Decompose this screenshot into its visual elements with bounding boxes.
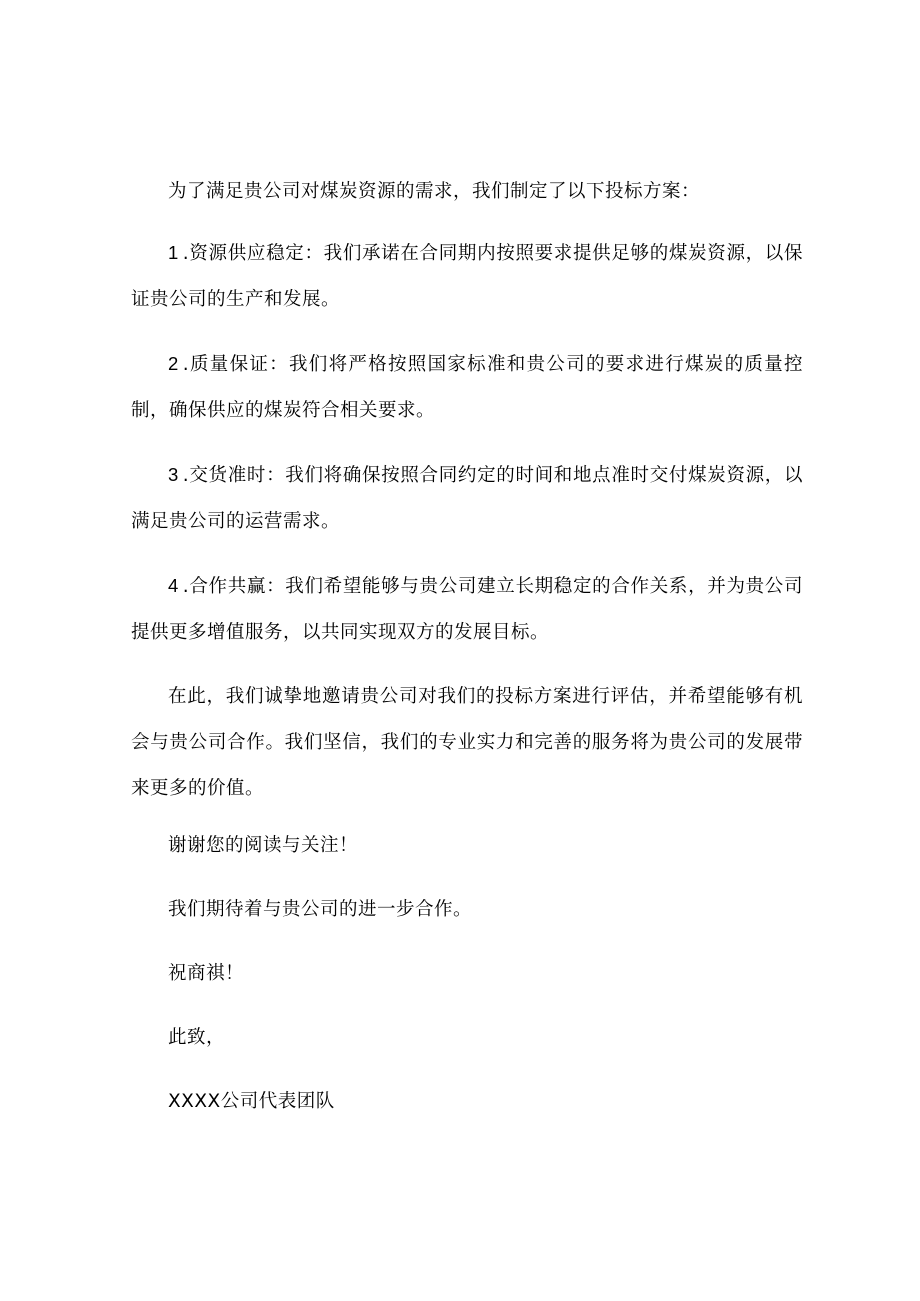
blessing-line: 祝商祺！ <box>168 963 245 984</box>
list-item-text: .质量保证：我们将严格按照国家标准和贵公司的要求进行煤炭的质量控制，确保供应的煤炭符合相关要求。 <box>131 354 803 421</box>
invitation-paragraph: 在此，我们诚挚地邀请贵公司对我们的投标方案进行评估，并希望能够有机会与贵公司合作。我们坚信，我们的专业实力和完善的服务将为贵公司的发展带来更多的价值。 <box>131 686 803 799</box>
document-body <box>131 176 803 1150</box>
list-item-number: 1 <box>168 242 179 263</box>
signature-line: XXXX公司代表团队 <box>168 1091 335 1112</box>
list-item-3 <box>131 452 803 545</box>
list-item-4 <box>131 563 803 656</box>
list-item-number: 3 <box>168 464 179 485</box>
list-item-text: .合作共赢：我们希望能够与贵公司建立长期稳定的合作关系，并为贵公司提供更多增值服务，以共同实现双方的发展目标。 <box>131 576 803 643</box>
list-item-number: 4 <box>168 575 179 596</box>
closing-line: 此致， <box>168 1027 226 1048</box>
expectation-line: 我们期待着与贵公司的进一步合作。 <box>168 899 473 920</box>
list-item-number: 2 <box>168 353 179 374</box>
thanks-line: 谢谢您的阅读与关注！ <box>168 835 359 856</box>
intro-paragraph: 为了满足贵公司对煤炭资源的需求，我们制定了以下投标方案： <box>168 181 701 202</box>
list-item-text: .交货准时：我们将确保按照合同约定的时间和地点准时交付煤炭资源，以满足贵公司的运营需求。 <box>131 465 803 532</box>
list-item-1 <box>131 230 803 323</box>
list-item-2 <box>131 341 803 434</box>
list-item-text: .资源供应稳定：我们承诺在合同期内按照要求提供足够的煤炭资源，以保证贵公司的生产和发展。 <box>131 243 803 310</box>
